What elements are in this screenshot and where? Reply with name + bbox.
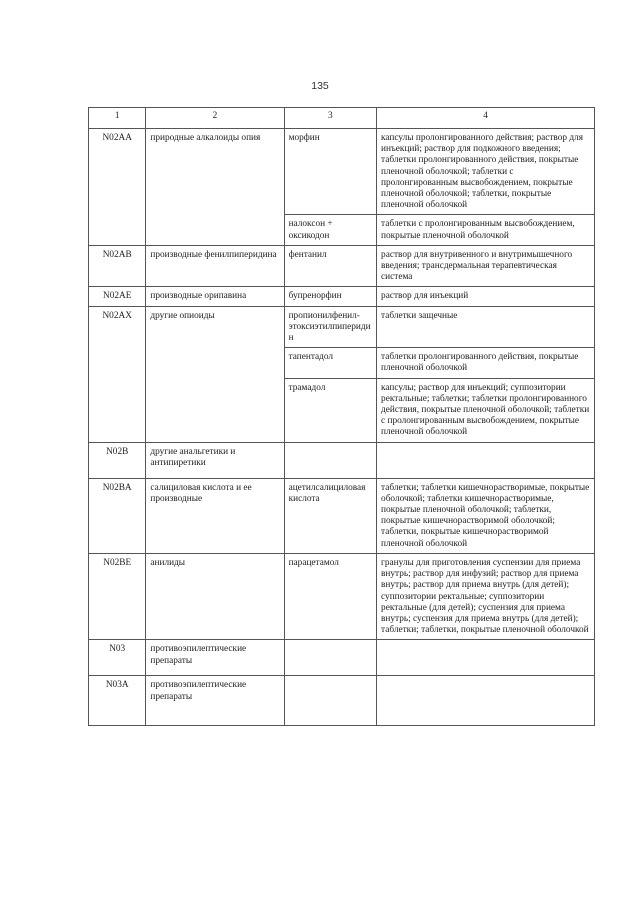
- group-name-cell: другие анальгетики и антипиретики: [146, 442, 284, 478]
- atc-code-cell: N02BA: [89, 478, 146, 553]
- drug-name-cell: пропионилфенил-этоксиэтилпиперидин: [284, 306, 376, 348]
- dosage-forms-cell: таблетки с пролонгированным высвобождением, покрытые пленочной оболочкой: [377, 215, 595, 245]
- table-row: [89, 640, 595, 676]
- drug-name-cell: морфин: [284, 129, 376, 215]
- header-col-1: 1: [89, 108, 146, 129]
- table-row: [89, 129, 595, 215]
- group-name-cell: противоэпилептические препараты: [146, 676, 284, 726]
- drug-name-cell: трамадол: [284, 378, 376, 442]
- drug-name-cell: бупренорфин: [284, 287, 376, 306]
- dosage-forms-cell: раствор для внутривенного и внутримышечного введения; трансдермальная терапевтическая система: [377, 245, 595, 287]
- dosage-forms-cell: [377, 676, 595, 726]
- group-name-cell: производные орипавина: [146, 287, 284, 306]
- drug-name-cell: ацетилсалициловая кислота: [284, 478, 376, 553]
- table-row: [89, 245, 595, 287]
- table-row: [89, 306, 595, 348]
- group-name-cell: другие опиоиды: [146, 306, 284, 442]
- dosage-forms-cell: таблетки; таблетки кишечнорастворимые, покрытые оболочкой; таблетки кишечнорастворимые, покрытые пленочной оболочкой; таблетки, покрытые кишечнорастворимой оболочкой; таблетки, покрытые кишечнорастворимой пленочной оболочкой: [377, 478, 595, 553]
- dosage-forms-cell: [377, 640, 595, 676]
- atc-code-cell: N02AX: [89, 306, 146, 442]
- group-name-cell: противоэпилептические препараты: [146, 640, 284, 676]
- group-name-cell: производные фенилпиперидина: [146, 245, 284, 287]
- table-header-row: [89, 108, 595, 129]
- dosage-forms-cell: раствор для инъекций: [377, 287, 595, 306]
- drug-name-cell: [284, 442, 376, 478]
- group-name-cell: салициловая кислота и ее производные: [146, 478, 284, 553]
- drug-name-cell: парацетамол: [284, 553, 376, 639]
- header-col-3: 3: [284, 108, 376, 129]
- group-name-cell: анилиды: [146, 553, 284, 639]
- group-name-cell: природные алкалоиды опия: [146, 129, 284, 246]
- dosage-forms-cell: капсулы; раствор для инъекций; суппозитории ректальные; таблетки; таблетки пролонгированного действия, покрытые пленочной оболочкой; таблетки с пролонгированным высвобождением, покрытые пленочной оболочкой: [377, 378, 595, 442]
- table-row: [89, 442, 595, 478]
- header-col-4: 4: [377, 108, 595, 129]
- dosage-forms-cell: таблетки пролонгированного действия, покрытые пленочной оболочкой: [377, 348, 595, 378]
- drug-name-cell: [284, 676, 376, 726]
- dosage-forms-cell: гранулы для приготовления суспензии для приема внутрь; раствор для инфузий; раствор для приема внутрь; раствор для приема внутрь (для детей); суппозитории ректальные; суппозитории ректальные (для детей); суспензия для приема внутрь; суспензия для приема внутрь (для детей); таблетки; таблетки, покрытые пленочной оболочкой: [377, 553, 595, 639]
- atc-code-cell: N02AE: [89, 287, 146, 306]
- table-row: [89, 553, 595, 639]
- drug-name-cell: налоксон + оксикодон: [284, 215, 376, 245]
- drug-table: [88, 107, 595, 726]
- dosage-forms-cell: [377, 442, 595, 478]
- atc-code-cell: N02AA: [89, 129, 146, 246]
- atc-code-cell: N02B: [89, 442, 146, 478]
- drug-name-cell: тапентадол: [284, 348, 376, 378]
- table-body: [89, 108, 595, 726]
- drug-name-cell: [284, 640, 376, 676]
- drug-name-cell: фентанил: [284, 245, 376, 287]
- dosage-forms-cell: таблетки защечные: [377, 306, 595, 348]
- atc-code-cell: N02BE: [89, 553, 146, 639]
- atc-code-cell: N02AB: [89, 245, 146, 287]
- dosage-forms-cell: капсулы пролонгированного действия; раствор для инъекций; раствор для подкожного введения; таблетки пролонгированного действия, покрытые пленочной оболочкой; таблетки с пролонгированным высвобождением, покрытые пленочной оболочкой; таблетки, покрытые пленочной оболочкой: [377, 129, 595, 215]
- atc-code-cell: N03A: [89, 676, 146, 726]
- table-row: [89, 478, 595, 553]
- table-row: [89, 676, 595, 726]
- atc-code-cell: N03: [89, 640, 146, 676]
- page-number: 135: [311, 80, 329, 92]
- header-col-2: 2: [146, 108, 284, 129]
- table-row: [89, 287, 595, 306]
